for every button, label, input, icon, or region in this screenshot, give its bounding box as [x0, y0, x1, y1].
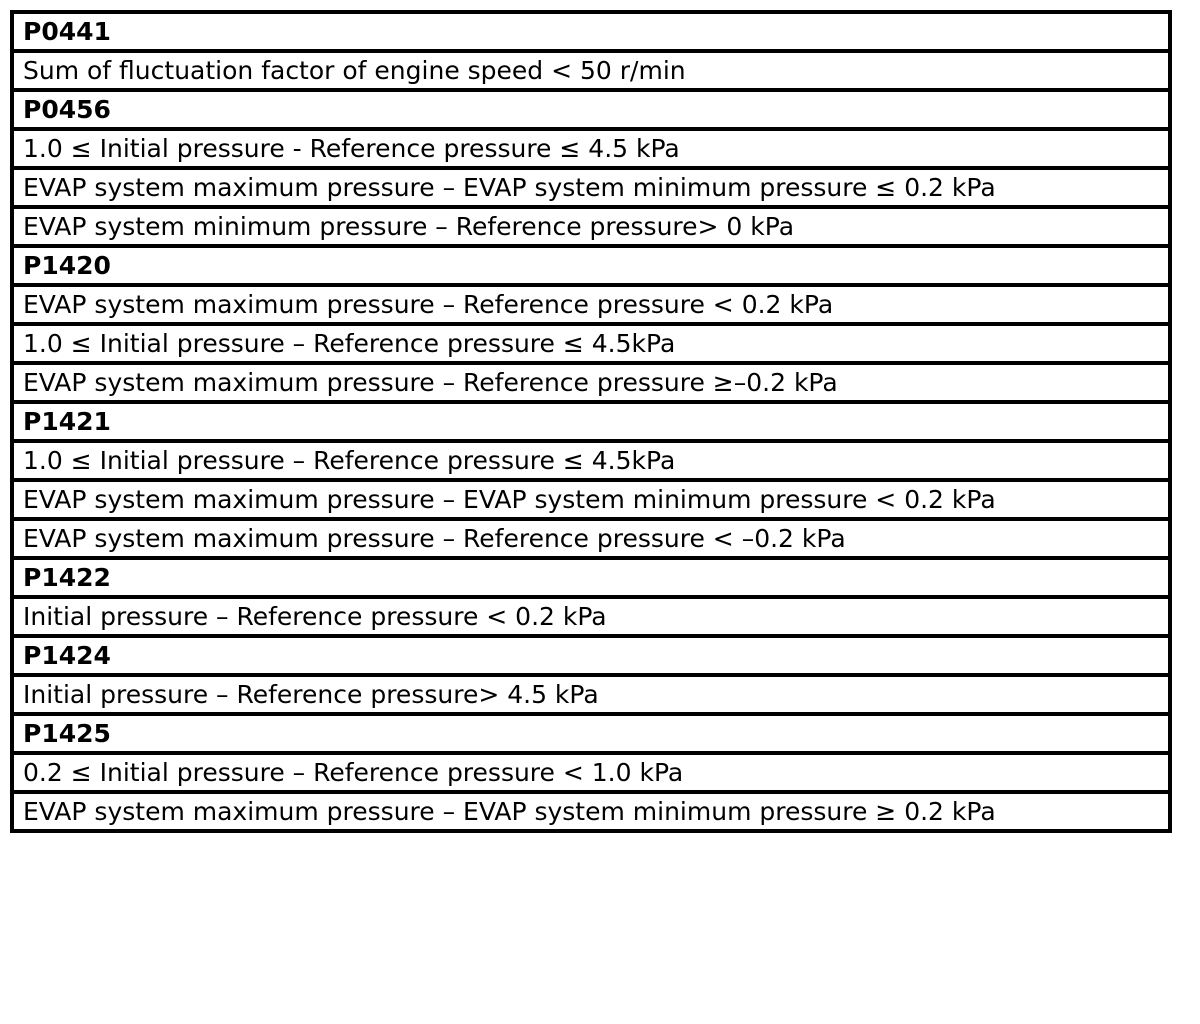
- condition-cell: EVAP system maximum pressure – Reference pressure < –0.2 kPa: [12, 519, 1170, 558]
- condition-row: [12, 441, 1170, 480]
- condition-cell: EVAP system maximum pressure – EVAP system minimum pressure < 0.2 kPa: [12, 480, 1170, 519]
- dtc-table-body: [12, 12, 1170, 831]
- condition-row: [12, 285, 1170, 324]
- condition-cell: EVAP system maximum pressure – Reference pressure ≥–0.2 kPa: [12, 363, 1170, 402]
- condition-cell: Sum of fluctuation factor of engine speed < 50 r/min: [12, 51, 1170, 90]
- condition-row: [12, 363, 1170, 402]
- condition-cell: EVAP system maximum pressure – Reference pressure < 0.2 kPa: [12, 285, 1170, 324]
- condition-cell: Initial pressure – Reference pressure < 0.2 kPa: [12, 597, 1170, 636]
- condition-row: [12, 324, 1170, 363]
- condition-row: [12, 129, 1170, 168]
- condition-cell: 1.0 ≤ Initial pressure - Reference pressure ≤ 4.5 kPa: [12, 129, 1170, 168]
- dtc-conditions-table: [10, 10, 1172, 833]
- dtc-code-row: [12, 246, 1170, 285]
- dtc-code-row: [12, 12, 1170, 51]
- condition-row: [12, 597, 1170, 636]
- condition-row: [12, 51, 1170, 90]
- condition-cell: 1.0 ≤ Initial pressure – Reference pressure ≤ 4.5kPa: [12, 441, 1170, 480]
- dtc-code-cell: P0441: [12, 12, 1170, 51]
- dtc-code-cell: P0456: [12, 90, 1170, 129]
- condition-row: [12, 675, 1170, 714]
- dtc-code-cell: P1424: [12, 636, 1170, 675]
- condition-row: [12, 207, 1170, 246]
- dtc-code-row: [12, 636, 1170, 675]
- condition-cell: 1.0 ≤ Initial pressure – Reference pressure ≤ 4.5kPa: [12, 324, 1170, 363]
- dtc-code-cell: P1420: [12, 246, 1170, 285]
- condition-cell: 0.2 ≤ Initial pressure – Reference pressure < 1.0 kPa: [12, 753, 1170, 792]
- condition-cell: Initial pressure – Reference pressure> 4.5 kPa: [12, 675, 1170, 714]
- dtc-code-row: [12, 402, 1170, 441]
- dtc-code-cell: P1421: [12, 402, 1170, 441]
- dtc-code-cell: P1425: [12, 714, 1170, 753]
- dtc-code-row: [12, 558, 1170, 597]
- condition-row: [12, 480, 1170, 519]
- dtc-code-row: [12, 90, 1170, 129]
- condition-row: [12, 519, 1170, 558]
- dtc-code-cell: P1422: [12, 558, 1170, 597]
- dtc-code-row: [12, 714, 1170, 753]
- condition-cell: EVAP system maximum pressure – EVAP system minimum pressure ≥ 0.2 kPa: [12, 792, 1170, 831]
- condition-row: [12, 168, 1170, 207]
- condition-cell: EVAP system minimum pressure – Reference pressure> 0 kPa: [12, 207, 1170, 246]
- condition-row: [12, 792, 1170, 831]
- condition-cell: EVAP system maximum pressure – EVAP system minimum pressure ≤ 0.2 kPa: [12, 168, 1170, 207]
- condition-row: [12, 753, 1170, 792]
